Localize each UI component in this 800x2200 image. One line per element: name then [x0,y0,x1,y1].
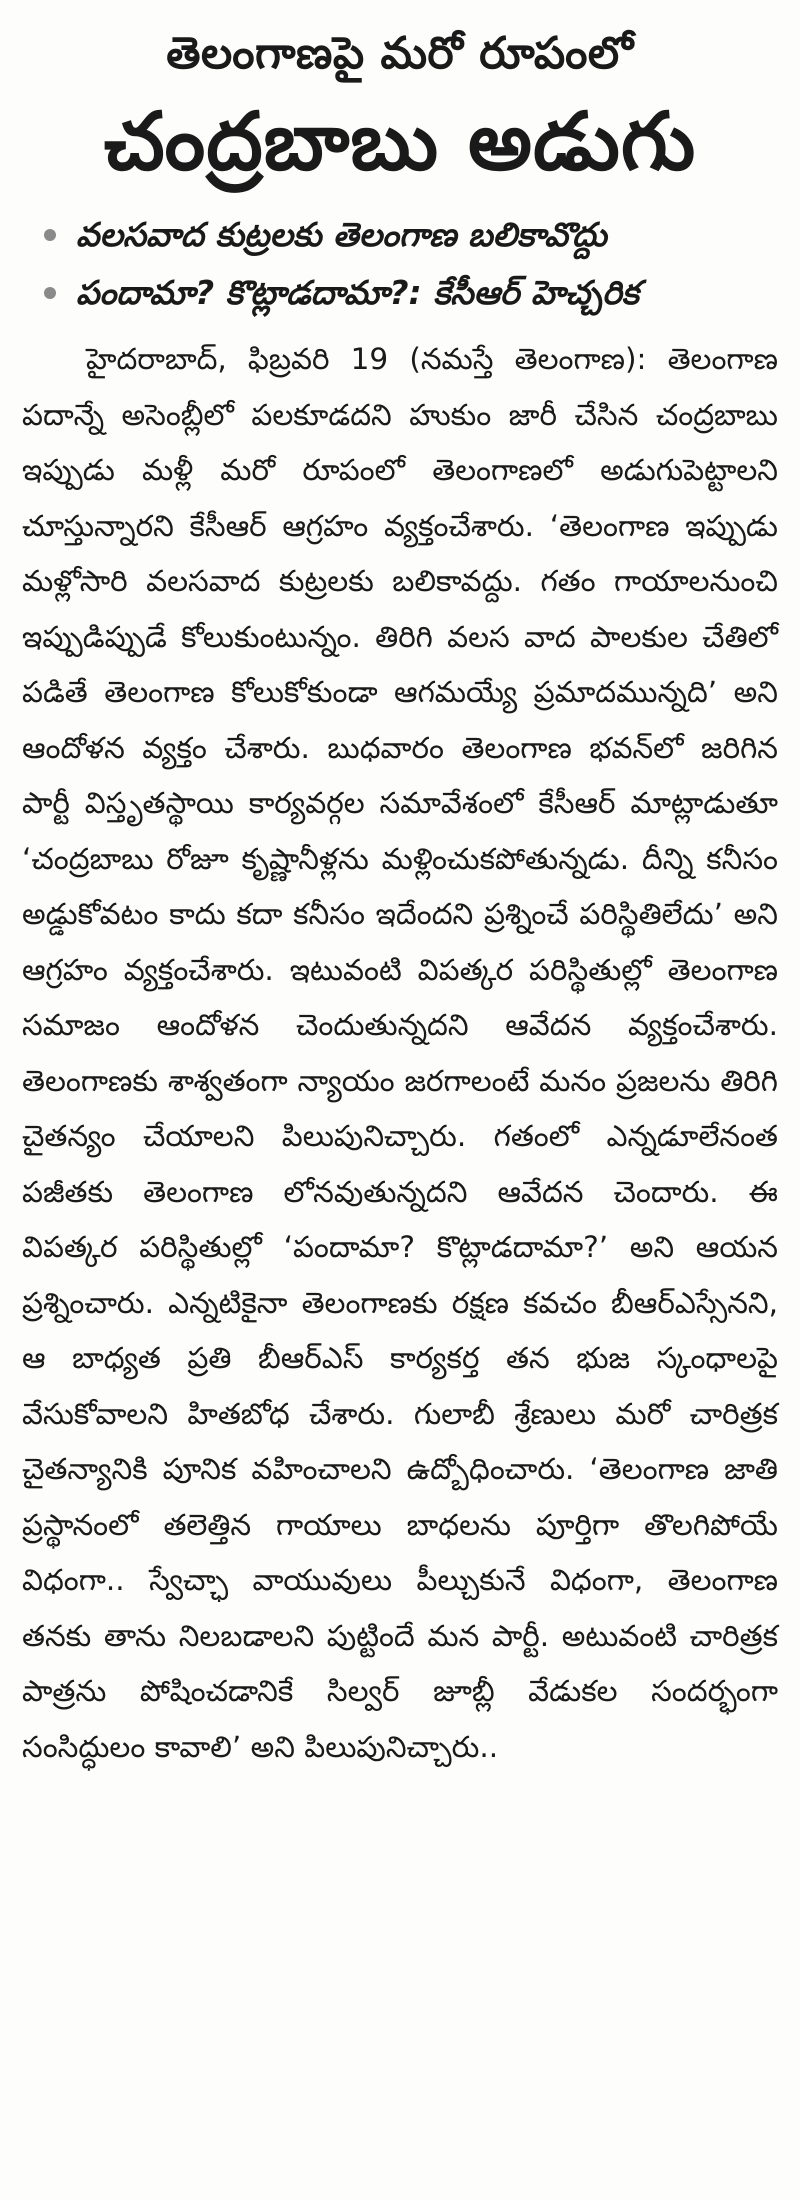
article-body-text: తెలంగాణ పదాన్నే అసెంబ్లీలో పలకూడదని హుకుం జారీ చేసిన చంద్రబాబు ఇప్పుడు మళ్లీ మరో రూపంలో తెలంగాణలో అడుగుపెట్టాలని చూస్తున్నారని కేసీఆర్ ఆగ్రహం వ్యక్తంచేశారు. ‘తెలంగాణ ఇప్పుడు మళ్లోసారి వలసవాద కుట్రలకు బలికావద్దు. గతం గాయాలనుంచి ఇప్పుడిప్పుడే కోలుకుంటున్నం. తిరిగి వలస వాద పాలకుల చేతిలో పడితే తెలంగాణ కోలుకోకుండా ఆగమయ్యే ప్రమాదమున్నది’ అని ఆందోళన వ్యక్తం చేశారు. బుధవారం తెలంగాణ భవన్‌లో జరిగిన పార్టీ విస్తృతస్థాయి కార్యవర్గల సమావేశంలో కేసీఆర్ మాట్లాడుతూ ‘చంద్రబాబు రోజూ కృష్ణానీళ్లను మళ్లించుకపోతున్నడు. దీన్ని కనీసం అడ్డుకోవటం కాదు కదా కనీసం ఇదేందని ప్రశ్నించే పరిస్థితిలేదు’ అని ఆగ్రహం వ్యక్తంచేశారు. ఇటువంటి విపత్కర పరిస్థితుల్లో తెలంగాణ సమాజం ఆందోళన చెందుతున్నదని ఆవేదన వ్యక్తంచేశారు. తెలంగాణకు శాశ్వతంగా న్యాయం జరగాలంటే మనం ప్రజలను తిరిగి చైతన్యం చేయాలని పిలుపునిచ్చారు. గతంలో ఎన్నడూలేనంత పజీతకు తెలంగాణ లోనవుతున్నదని ఆవేదన చెందారు. ఈ విపత్కర పరిస్థితుల్లో ‘పందామా? కొట్లాడదామా?’ అని ఆయన ప్రశ్నించారు. ఎన్నటికైనా తెలంగాణకు రక్షణ కవచం బీఆర్ఎస్సేనని, ఆ బాధ్యత ప్రతి బీఆర్ఎస్ కార్యకర్త తన భుజ స్కంధాలపై వేసుకోవాలని హితబోధ చేశారు. గులాబీ శ్రేణులు మరో చారిత్రక చైతన్యానికి పూనిక వహించాలని ఉద్బోధించారు. ‘తెలంగాణ జాతి ప్రస్థానంలో తలెత్తిన గాయాలు బాధలను పూర్తిగా తొలగిపోయే విధంగా.. స్వేచ్ఛా వాయువులు పీల్చుకునే విధంగా, తెలంగాణ తనకు తాను నిలబడాలని పుట్టిందే మన పార్టీ. అటువంటి చారిత్రక పాత్రను పోషించడానికే సిల్వర్ జూబ్లీ వేడుకల సందర్భంగా సంసిద్ధులం కావాలి’ అని పిలుపునిచ్చారు.. [22,342,778,1764]
summary-bullet [22,264,778,322]
summary-bullet-text: వలసవాద కుట్రలకు తెలంగాణ బలికావొద్దు [76,215,607,254]
main-headline: చంద్రబాబు అడుగు [103,95,697,188]
bullet-dot-icon [44,229,56,241]
dateline: హైదరాబాద్, ఫిబ్రవరి 19 (నమస్తే తెలంగాణ): [86,342,647,376]
bullet-dot-icon [44,287,56,299]
summary-bullet-text: పందామా? కొట్లాడదామా?: కేసీఆర్ హెచ్చరిక [76,273,639,312]
summary-bullets [22,206,778,322]
article-body [22,332,778,1775]
summary-bullet [22,206,778,264]
kicker-headline: తెలంగాణపై మరో రూపంలో [166,28,634,79]
